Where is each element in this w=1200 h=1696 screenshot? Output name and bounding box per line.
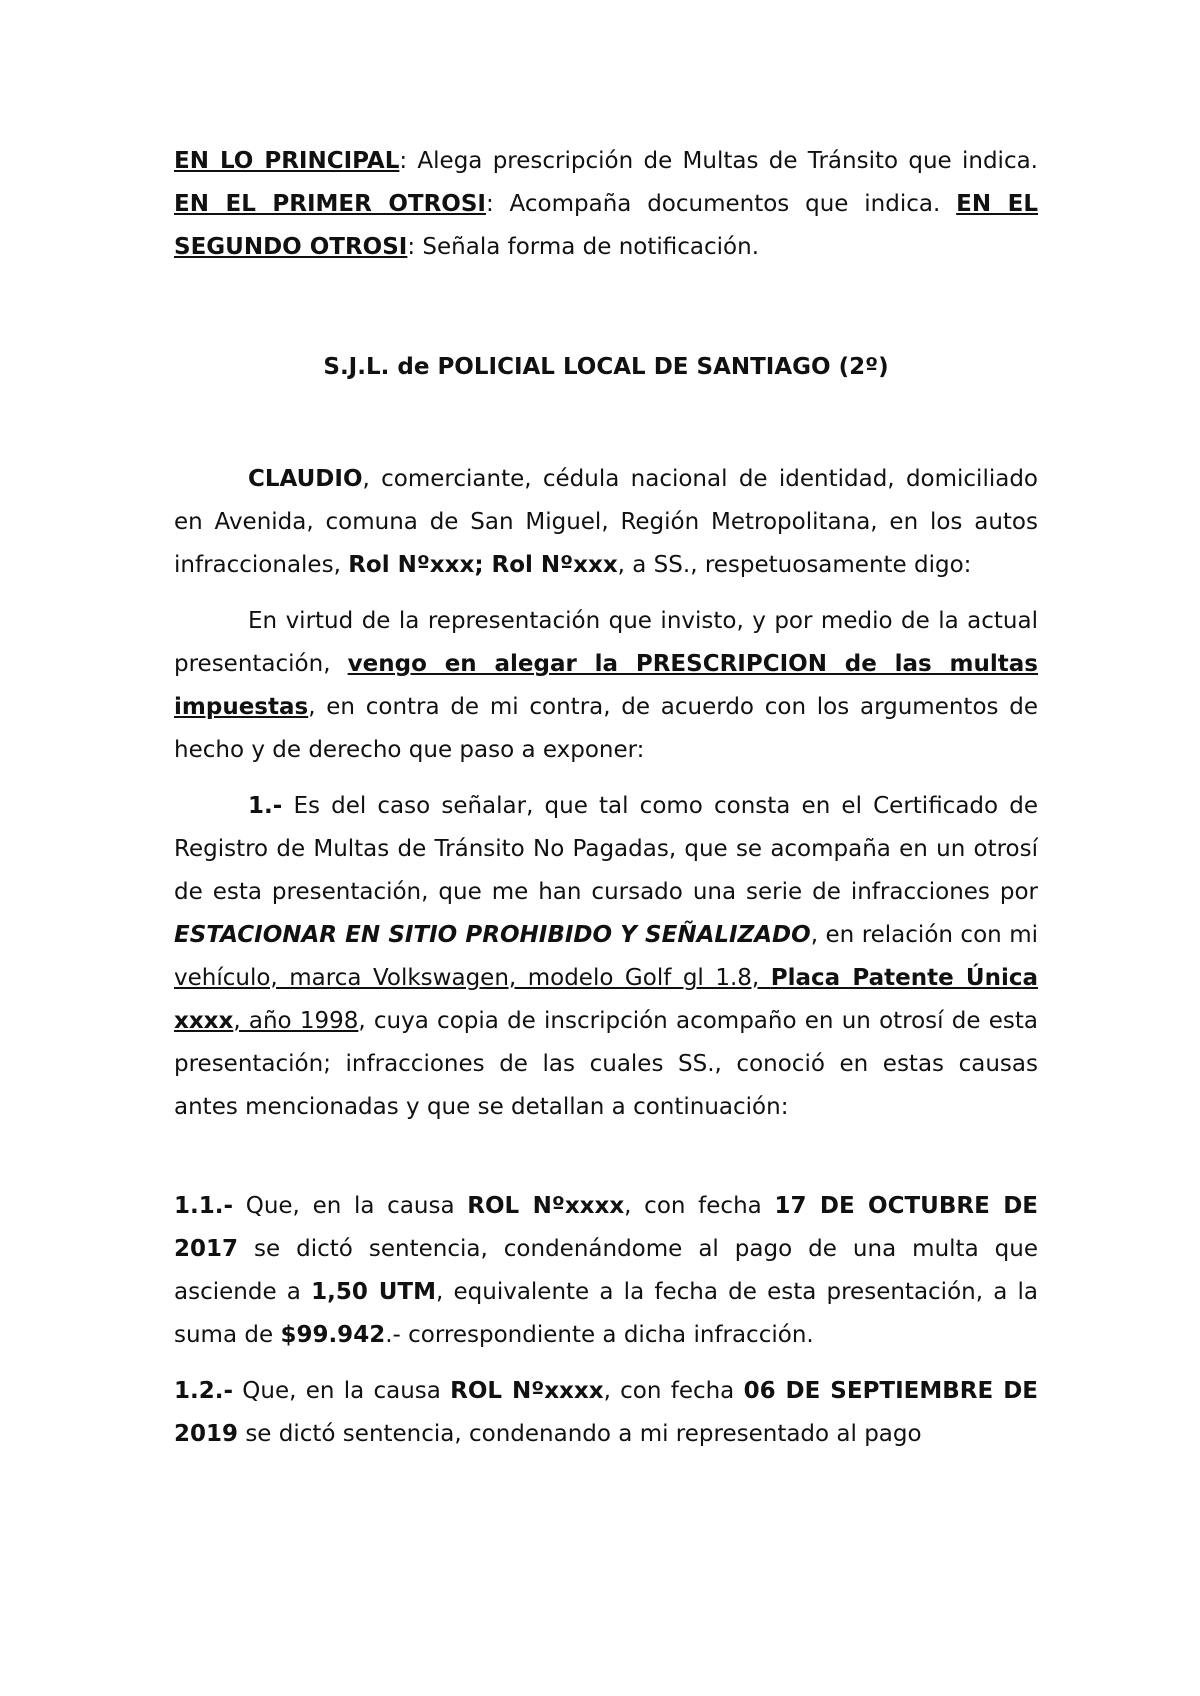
punto-1-paragraph: [174, 785, 1038, 1129]
primer-otrosi-label: EN EL PRIMER OTROSI: [174, 191, 486, 217]
punto-1-anio: , año 1998: [233, 1008, 359, 1034]
introduccion-destacado: vengo en alegar la PRESCRIPCION de las multas impuestas: [174, 651, 1038, 720]
principal-label: EN LO PRINCIPAL: [174, 148, 400, 174]
punto-1-1-rol: ROL Nºxxxx: [467, 1193, 625, 1219]
primer-otrosi-text: : Acompaña documentos que indica.: [485, 191, 941, 217]
introduccion-texto1: En virtud de la representación que invisto, y por medio de la actual presentación,: [174, 608, 1038, 677]
introduccion-texto2: , en contra de mi contra, de acuerdo con los argumentos de hecho y de derecho que paso a exponer:: [174, 694, 1038, 763]
punto-1-1-fecha: 17 DE OCTUBRE DE 2017: [174, 1193, 1039, 1262]
punto-1-1-monto: $99.942: [280, 1322, 386, 1348]
punto-1-2-texto3: se dictó sentencia, condenando a mi representado al pago: [238, 1421, 922, 1447]
punto-1-2-texto1: Que, en la causa: [233, 1378, 451, 1404]
introduccion-paragraph: [174, 600, 1038, 772]
punto-1-vehiculo: vehículo, marca Volkswagen, modelo Golf gl 1.8,: [174, 965, 771, 991]
punto-1-1-texto1: Que, en la causa: [233, 1193, 468, 1219]
punto-1-texto2: , en relación con mi: [810, 922, 1038, 948]
principal-text: : Alega prescripción de Multas de Tránsito que indica.: [399, 148, 1038, 174]
punto-1-1-texto2: , con fecha: [624, 1193, 775, 1219]
compareciente-nombre: CLAUDIO: [248, 466, 363, 492]
segundo-otrosi-text: : Señala forma de notificación.: [407, 234, 760, 260]
comparecencia-texto2: , a SS., respetuosamente digo:: [617, 552, 972, 578]
punto-1-infraccion: ESTACIONAR EN SITIO PROHIBIDO Y SEÑALIZADO: [174, 922, 811, 948]
punto-1-1-texto3: se dictó sentencia, condenándome al pago de una multa que asciende a: [174, 1236, 1038, 1305]
punto-1-2-numero: 1.2.-: [174, 1378, 234, 1404]
tribunal-heading: S.J.L. de POLICIAL LOCAL DE SANTIAGO (2º): [323, 354, 889, 380]
punto-1-2-fecha: 06 DE SEPTIEMBRE DE 2019: [174, 1378, 1038, 1447]
punto-1-1-texto4: , equivalente a la fecha de esta presentación, a la suma de: [174, 1279, 1038, 1348]
punto-1-placa: Placa Patente Única xxxx: [174, 965, 1039, 1034]
punto-1-1-paragraph: [174, 1185, 1038, 1357]
punto-1-2-paragraph: [174, 1370, 1038, 1456]
comparecencia-paragraph: [174, 458, 1038, 587]
document-page: [174, 140, 1038, 1456]
punto-1-1-numero: 1.1.-: [174, 1193, 234, 1219]
punto-1-texto1: Es del caso señalar, que tal como consta en el Certificado de Registro de Multas de Tránsito No Pagadas, que se acompaña en un otrosí de esta presentación, que me han cursado una serie de infracciones por: [174, 793, 1038, 905]
punto-1-texto3: , cuya copia de inscripción acompaño en un otrosí de esta presentación; infracciones de las cuales SS., conoció en estas causas antes mencionadas y que se detallan a continuación:: [174, 1008, 1038, 1120]
punto-1-numero: 1.-: [248, 793, 283, 819]
comparecencia-texto1: , comerciante, cédula nacional de identidad, domiciliado en Avenida, comuna de San Miguel, Región Metropolitana, en los autos infraccionales,: [174, 466, 1038, 578]
punto-1-2-texto2: , con fecha: [603, 1378, 744, 1404]
segundo-otrosi-label: EN EL SEGUNDO OTROSI: [174, 191, 1038, 260]
punto-1-1-utm: 1,50 UTM: [311, 1279, 436, 1305]
punto-1-2-rol: ROL Nºxxxx: [450, 1378, 604, 1404]
punto-1-1-texto5: .- correspondiente a dicha infracción.: [385, 1322, 814, 1348]
roles-causa: Rol Nºxxx; Rol Nºxxx: [348, 552, 618, 578]
sumilla: [174, 140, 1038, 269]
